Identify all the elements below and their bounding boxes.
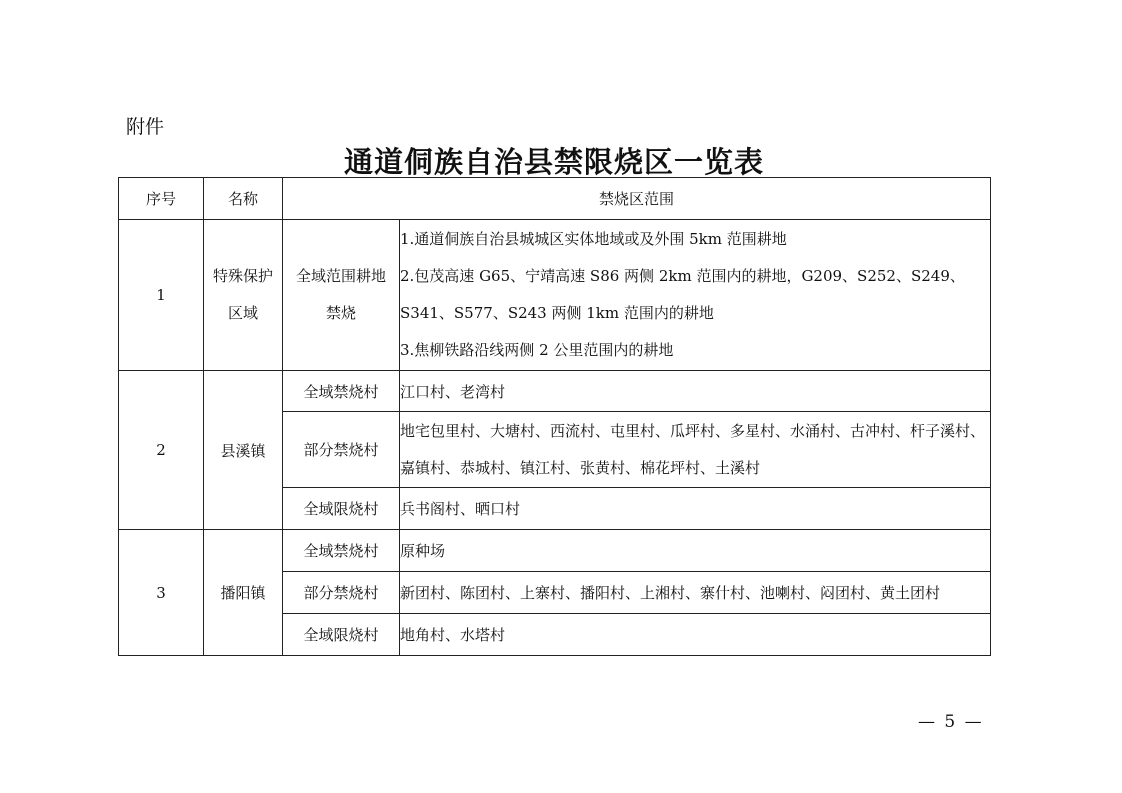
village-list: 新团村、陈团村、上寨村、播阳村、上湘村、寨什村、池喇村、闷团村、黄土团村 [400,572,991,614]
attachment-label: 附件 [126,116,165,138]
header-name: 名称 [204,178,283,220]
table-header-row [119,178,991,220]
village-list [400,412,991,488]
header-scope: 禁烧区范围 [283,178,991,220]
table-row [119,220,991,371]
zone-type: 全域限烧村 [283,614,400,656]
zone-type: 部分禁烧村 [283,572,400,614]
zone-type: 全域禁烧村 [283,530,400,572]
village-list: 原种场 [400,530,991,572]
village-list-text: 地宅包里村、大塘村、西流村、屯里村、瓜坪村、多星村、水涌村、古冲村、杆子溪村、嘉镇村、恭城村、镇江村、张黄村、棉花坪村、土溪村 [400,421,986,477]
row-name: 县溪镇 [204,371,283,530]
scope-item: 1.通道侗族自治县城城区实体地域或及外围 5km 范围耕地 [400,230,787,248]
row-number: 1 [119,220,204,371]
header-no: 序号 [119,178,204,220]
zone-scope [400,220,991,371]
row-name: 播阳镇 [204,530,283,656]
table-row [119,371,991,412]
page-title: 通道侗族自治县禁限烧区一览表 [343,145,764,179]
row-name: 特殊保护区域 [204,220,283,371]
village-list: 江口村、老湾村 [400,371,991,412]
zone-type: 全域禁烧村 [283,371,400,412]
village-list: 地角村、水塔村 [400,614,991,656]
scope-item: 2.包茂高速 G65、宁靖高速 S86 两侧 2km 范围内的耕地，G209、S252、S249、S341、S577、S243 两侧 1km 范围内的耕地 [400,267,965,322]
zone-type: 部分禁烧村 [283,412,400,488]
scope-item: 3.焦柳铁路沿线两侧 2 公里范围内的耕地 [400,341,674,359]
zone-type: 全域限烧村 [283,488,400,530]
row-number: 2 [119,371,204,530]
row-number: 3 [119,530,204,656]
village-list: 兵书阁村、晒口村 [400,488,991,530]
burn-zone-table [118,177,991,656]
page-number: — 5 — [918,712,984,732]
table-row [119,530,991,572]
zone-type: 全域范围耕地禁烧 [283,220,400,371]
